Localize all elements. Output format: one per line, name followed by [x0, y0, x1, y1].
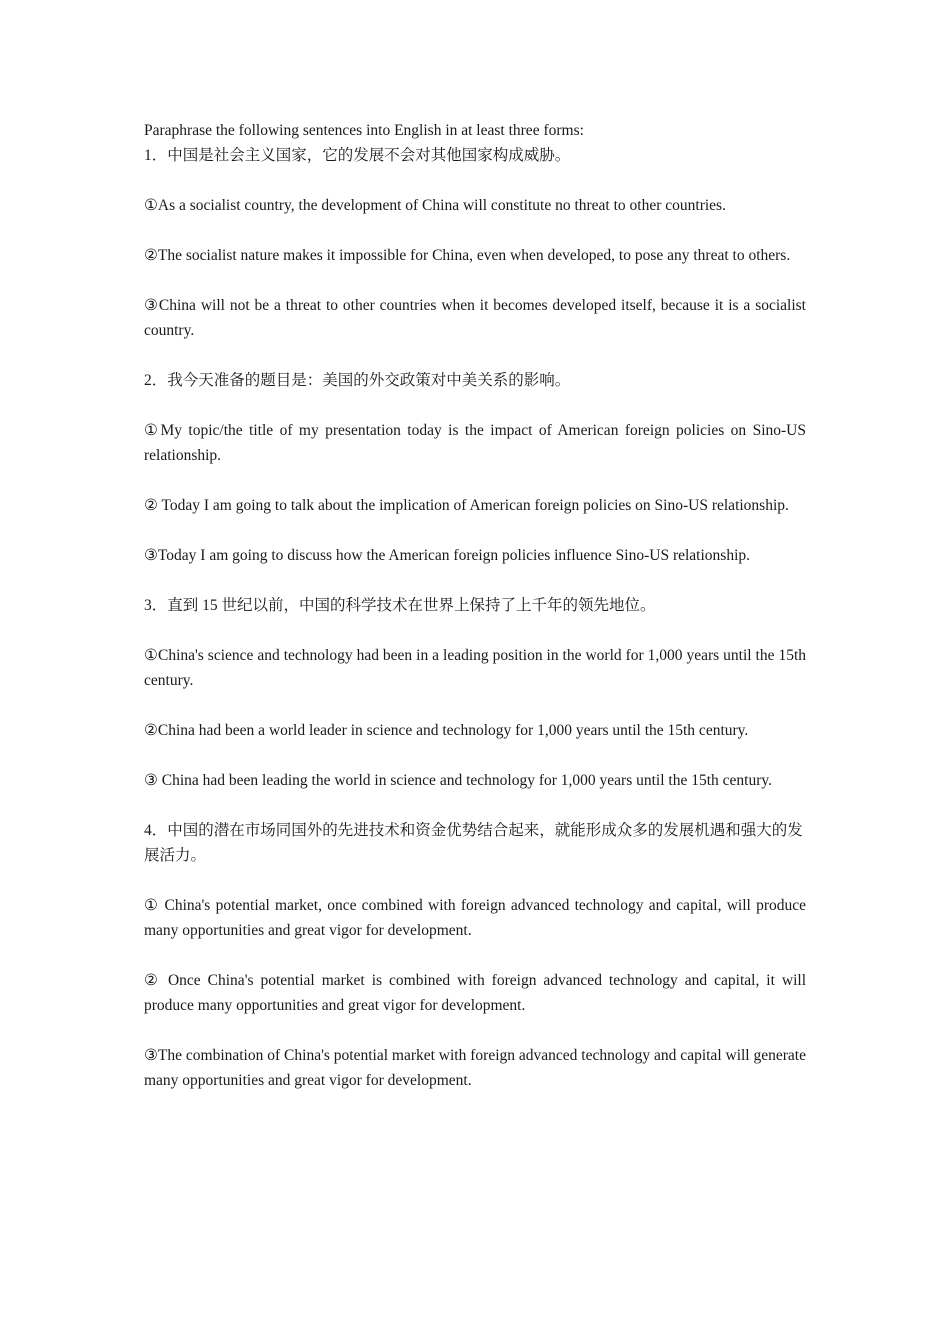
instruction-text: Paraphrase the following sentences into English in at least three forms:	[144, 122, 584, 139]
answer-1: ①As a socialist country, the development of China will constitute no threat to other countries.	[144, 197, 726, 214]
answer-3: ③ China had been leading the world in science and technology for 1,000 years until the 15th century.	[144, 772, 772, 789]
answer-2: ②China had been a world leader in science and technology for 1,000 years until the 15th century.	[144, 722, 749, 739]
answer-1: ① China's potential market, once combined with foreign advanced technology and capital, will produce many opportunities and great vigor for development.	[144, 897, 806, 939]
chinese-prompt: 4．中国的潜在市场同国外的先进技术和资金优势结合起来，就能形成众多的发展机遇和强大的发展活力。	[144, 822, 803, 864]
exercise-item-3	[144, 593, 806, 793]
answer-2: ②The socialist nature makes it impossible for China, even when developed, to pose any threat to others.	[144, 247, 791, 264]
answer-2: ② Once China's potential market is combined with foreign advanced technology and capital, it will produce many opportunities and great vigor for development.	[144, 972, 806, 1014]
exercise-item-4	[144, 818, 806, 1093]
answer-3: ③China will not be a threat to other countries when it becomes developed itself, because it is a socialist country.	[144, 297, 806, 339]
answer-3: ③The combination of China's potential market with foreign advanced technology and capital will generate many opportunities and great vigor for development.	[144, 1047, 806, 1089]
chinese-prompt: 3．直到 15 世纪以前，中国的科学技术在世界上保持了上千年的领先地位。	[144, 597, 656, 614]
exercise-item-1	[144, 143, 806, 343]
answer-2: ② Today I am going to talk about the implication of American foreign policies on Sino-US relationship.	[144, 497, 789, 514]
exercise-item-2	[144, 368, 806, 568]
answer-1: ①China's science and technology had been in a leading position in the world for 1,000 years until the 15th century.	[144, 647, 806, 689]
answer-1: ①My topic/the title of my presentation today is the impact of American foreign policies on Sino-US relationship.	[144, 422, 806, 464]
chinese-prompt: 1．中国是社会主义国家，它的发展不会对其他国家构成威胁。	[144, 147, 571, 164]
document-page	[144, 118, 806, 1093]
answer-3: ③Today I am going to discuss how the American foreign policies influence Sino-US relationship.	[144, 547, 750, 564]
chinese-prompt: 2．我今天准备的题目是：美国的外交政策对中美关系的影响。	[144, 372, 571, 389]
